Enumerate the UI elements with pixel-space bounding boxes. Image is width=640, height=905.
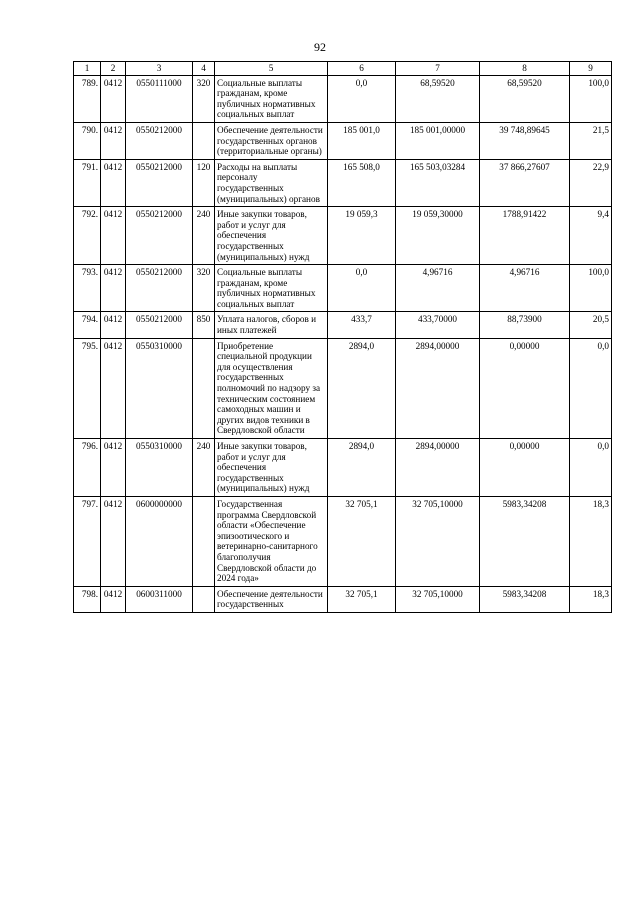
- executed-amount: 5983,34208: [480, 586, 570, 612]
- approved-amount: 19 059,30000: [396, 207, 480, 265]
- item-name: Обеспечение деятельности государственных органов (территориальные органы): [215, 122, 328, 159]
- section-code: 0412: [101, 312, 126, 338]
- target-article-code: 0550212000: [126, 265, 193, 312]
- expense-type-code: [193, 496, 215, 586]
- execution-percent: 0,0: [570, 439, 612, 497]
- executed-amount: 5983,34208: [480, 496, 570, 586]
- approved-amount: 165 503,03284: [396, 159, 480, 206]
- table-row: [74, 312, 612, 338]
- executed-amount: 1788,91422: [480, 207, 570, 265]
- row-number: 795.: [74, 338, 101, 438]
- table-row: [74, 338, 612, 438]
- table-row: [74, 586, 612, 612]
- execution-percent: 0,0: [570, 338, 612, 438]
- table-row: [74, 122, 612, 159]
- column-header: 6: [328, 62, 396, 76]
- row-number: 792.: [74, 207, 101, 265]
- expense-type-code: [193, 586, 215, 612]
- section-code: 0412: [101, 586, 126, 612]
- item-name: Приобретение специальной продукции для осуществления государственных полномочий по надзору за техническим состоянием самоходных машин и других видов техники в Свердловской области: [215, 338, 328, 438]
- approved-amount: 185 001,00000: [396, 122, 480, 159]
- planned-amount: 0,0: [328, 265, 396, 312]
- item-name: Социальные выплаты гражданам, кроме публичных нормативных социальных выплат: [215, 75, 328, 122]
- section-code: 0412: [101, 159, 126, 206]
- column-header: 1: [74, 62, 101, 76]
- executed-amount: 68,59520: [480, 75, 570, 122]
- row-number: 796.: [74, 439, 101, 497]
- table-row: [74, 439, 612, 497]
- planned-amount: 2894,0: [328, 338, 396, 438]
- item-name: Государственная программа Свердловской области «Обеспечение эпизоотического и ветеринарно-санитарного благополучия Свердловской области до 2024 года»: [215, 496, 328, 586]
- expense-type-code: 240: [193, 439, 215, 497]
- section-code: 0412: [101, 496, 126, 586]
- section-code: 0412: [101, 122, 126, 159]
- execution-percent: 18,3: [570, 586, 612, 612]
- executed-amount: 4,96716: [480, 265, 570, 312]
- target-article-code: 0550212000: [126, 312, 193, 338]
- table-row: [74, 75, 612, 122]
- column-header: 4: [193, 62, 215, 76]
- planned-amount: 19 059,3: [328, 207, 396, 265]
- target-article-code: 0600311000: [126, 586, 193, 612]
- budget-table: [73, 61, 612, 613]
- section-code: 0412: [101, 338, 126, 438]
- column-header: 9: [570, 62, 612, 76]
- column-header: 3: [126, 62, 193, 76]
- table-row: [74, 265, 612, 312]
- section-code: 0412: [101, 75, 126, 122]
- expense-type-code: [193, 122, 215, 159]
- executed-amount: 39 748,89645: [480, 122, 570, 159]
- target-article-code: 0550310000: [126, 338, 193, 438]
- item-name: Уплата налогов, сборов и иных платежей: [215, 312, 328, 338]
- target-article-code: 0600000000: [126, 496, 193, 586]
- item-name: Социальные выплаты гражданам, кроме публичных нормативных социальных выплат: [215, 265, 328, 312]
- expense-type-code: [193, 338, 215, 438]
- expense-type-code: 850: [193, 312, 215, 338]
- section-code: 0412: [101, 265, 126, 312]
- column-header: 2: [101, 62, 126, 76]
- row-number: 798.: [74, 586, 101, 612]
- table-row: [74, 159, 612, 206]
- item-name: Иные закупки товаров, работ и услуг для обеспечения государственных (муниципальных) нужд: [215, 439, 328, 497]
- target-article-code: 0550212000: [126, 159, 193, 206]
- section-code: 0412: [101, 207, 126, 265]
- planned-amount: 185 001,0: [328, 122, 396, 159]
- item-name: Обеспечение деятельности государственных: [215, 586, 328, 612]
- column-number-row: [74, 62, 612, 76]
- execution-percent: 18,3: [570, 496, 612, 586]
- approved-amount: 32 705,10000: [396, 586, 480, 612]
- approved-amount: 68,59520: [396, 75, 480, 122]
- planned-amount: 0,0: [328, 75, 396, 122]
- row-number: 791.: [74, 159, 101, 206]
- table-row: [74, 207, 612, 265]
- executed-amount: 0,00000: [480, 338, 570, 438]
- row-number: 789.: [74, 75, 101, 122]
- planned-amount: 165 508,0: [328, 159, 396, 206]
- row-number: 794.: [74, 312, 101, 338]
- execution-percent: 100,0: [570, 265, 612, 312]
- execution-percent: 21,5: [570, 122, 612, 159]
- approved-amount: 433,70000: [396, 312, 480, 338]
- execution-percent: 100,0: [570, 75, 612, 122]
- target-article-code: 0550212000: [126, 207, 193, 265]
- execution-percent: 22,9: [570, 159, 612, 206]
- section-code: 0412: [101, 439, 126, 497]
- row-number: 790.: [74, 122, 101, 159]
- page-number: 92: [314, 40, 326, 54]
- expense-type-code: 240: [193, 207, 215, 265]
- executed-amount: 88,73900: [480, 312, 570, 338]
- planned-amount: 32 705,1: [328, 496, 396, 586]
- approved-amount: 4,96716: [396, 265, 480, 312]
- table-row: [74, 496, 612, 586]
- column-header: 8: [480, 62, 570, 76]
- executed-amount: 37 866,27607: [480, 159, 570, 206]
- column-header: 5: [215, 62, 328, 76]
- planned-amount: 32 705,1: [328, 586, 396, 612]
- target-article-code: 0550310000: [126, 439, 193, 497]
- column-header: 7: [396, 62, 480, 76]
- expense-type-code: 120: [193, 159, 215, 206]
- execution-percent: 20,5: [570, 312, 612, 338]
- target-article-code: 0550212000: [126, 122, 193, 159]
- execution-percent: 9,4: [570, 207, 612, 265]
- executed-amount: 0,00000: [480, 439, 570, 497]
- row-number: 797.: [74, 496, 101, 586]
- row-number: 793.: [74, 265, 101, 312]
- item-name: Расходы на выплаты персоналу государственных (муниципальных) органов: [215, 159, 328, 206]
- approved-amount: 2894,00000: [396, 439, 480, 497]
- approved-amount: 32 705,10000: [396, 496, 480, 586]
- planned-amount: 2894,0: [328, 439, 396, 497]
- approved-amount: 2894,00000: [396, 338, 480, 438]
- planned-amount: 433,7: [328, 312, 396, 338]
- expense-type-code: 320: [193, 75, 215, 122]
- expense-type-code: 320: [193, 265, 215, 312]
- item-name: Иные закупки товаров, работ и услуг для обеспечения государственных (муниципальных) нужд: [215, 207, 328, 265]
- target-article-code: 0550111000: [126, 75, 193, 122]
